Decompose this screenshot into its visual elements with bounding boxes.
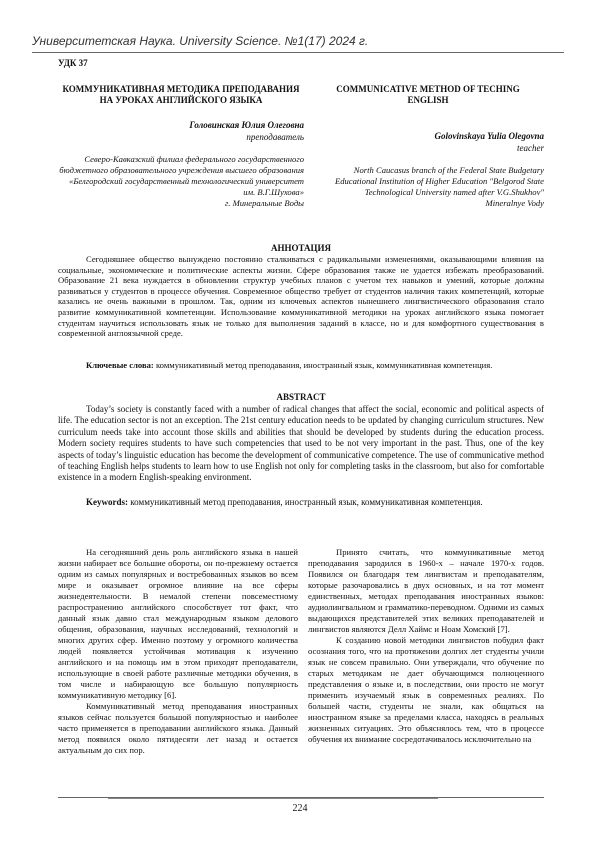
ru-author: Головинская Юлия Олеговна bbox=[189, 120, 304, 130]
body-left-column bbox=[58, 547, 298, 756]
body-paragraph: К созданию новой методики лингвистов побудил факт осознания того, что на протяжении долгих лет студенты учили язык не совсем правильно. Они утверждали, что обучение по старых методикам не дает обучающимся полноценного представления о языке и, в последствии, они просто не могут применить изучаемый язык в современных реалиях. По большей части, студенты не знали, как общаться на иностранном языке за пределами класса, находясь в реальных жизненных ситуациях. Это объяснялось тем, что в процессе обучения их внимание сосредотачивалось исключительно на bbox=[308, 635, 544, 744]
annotation-text bbox=[58, 254, 544, 339]
en-city: Mineralnye Vody bbox=[485, 198, 544, 208]
keywords-text-ru: коммуникативный метод преподавания, иностранный язык, коммуникативная компетенция. bbox=[153, 360, 493, 370]
keywords-text-en: коммуникативный метод преподавания, иностранный язык, коммуникативная компетенция. bbox=[128, 497, 483, 507]
body-right-column bbox=[308, 547, 544, 745]
ru-meta bbox=[58, 84, 304, 209]
ru-affiliation: Северо-Кавказский филиал федерального государственного бюджетного образовательного учреждения высшего образования «Белгородский государственный технологический университет им. В.Г.Шухова» bbox=[59, 154, 304, 197]
ru-position: преподаватель bbox=[246, 132, 304, 142]
body-paragraph: На сегодняшний день роль английского языка в нашей жизни набирает все большие обороты, он по-прежнему остается одним из самых популярных и востребованных языков во всем мире и оказывает огромное влияние на все сферы жизнедеятельности. В немалой степени повсеместному распространению английского способствует тот факт, что данный язык давно стал международным языком делового общения, образования, научных исследований, технологий и многих других сфер. Именно поэтому у огромного количества людей появляется устойчивая мотивация к изучению английского и на помощь им в этом приходят преподаватели, использующие в своей работе различные методики обучения, в том числе и набирающую все большую популярность коммуникативную методику [6]. bbox=[58, 547, 298, 700]
en-affiliation: North Caucasus branch of the Federal State Budgetary Educational Institution of Higher Education "Belgorod State Technological University named after V.G.Shukhov" bbox=[334, 165, 544, 197]
ru-title: КОММУНИКАТИВНАЯ МЕТОДИКА ПРЕПОДАВАНИЯ НА УРОКАХ АНГЛИЙСКОГО ЯЗЫКА bbox=[62, 84, 300, 105]
en-title: COMMUNICATIVE METHOD OF TECHING ENGLISH bbox=[336, 84, 520, 105]
footer-rule-inner bbox=[108, 798, 438, 799]
annotation-keywords bbox=[58, 360, 544, 371]
annotation-heading: АННОТАЦИЯ bbox=[270, 243, 332, 253]
page-number: 224 bbox=[292, 803, 308, 814]
abstract-heading: ABSTRACT bbox=[276, 392, 326, 402]
abstract-keywords bbox=[58, 497, 544, 508]
running-header: Университетская Наука. University Science. №1(17) 2024 г. bbox=[32, 34, 369, 48]
en-author: Golovinskaya Yulia Olegovna bbox=[434, 131, 544, 141]
keywords-label-ru: Ключевые слова: bbox=[86, 360, 154, 370]
en-meta bbox=[312, 84, 544, 209]
header-rule bbox=[32, 52, 564, 53]
keywords-label-en: Keywords: bbox=[86, 497, 128, 507]
body-paragraph: Коммуникативный метод преподавания иностранных языков сейчас пользуется большой популярностью и наиболее часто применяется в преподавании английского языка. Данный метод появился около пятидесяти лет назад и остается актуальным до сих пор. bbox=[58, 701, 298, 755]
abstract-text bbox=[58, 404, 544, 484]
ru-city: г. Минеральные Воды bbox=[225, 198, 304, 208]
body-paragraph: Принято считать, что коммуникативные метод преподавания зародился в 1960-х – начале 1970-х годов. Появился он благодаря тем лингвистам и преподавателям, которые разочаровались в двух основных, и на тот момент единственных, методах преподавания иностранных языков: аудиолингвальном и грамматико-переводном. Одними из самых выдающихся представителей этих великих преподавателей и лингвистов являются Делл Хаймс и Ноам Хомский [7]. bbox=[308, 547, 544, 634]
udk-code: УДК 37 bbox=[58, 58, 88, 68]
en-position: teacher bbox=[517, 143, 544, 153]
annotation-body: Сегодняшнее общество вынуждено постоянно сталкиваться с радикальными изменениями, оказывающими влияния на социальные, экономические и политические аспекты жизни. Сфере образования также не удается избежать преобразований. Образование 21 века нуждается в обновлении структур учебных планов с учетом тех навыков и умений, которые должны развиваться у студентов в процессе обучения. Современное общество требует от студентов наличия таких компетенций, которые казались не очень важными в прошлом. Так, одним из ключевых аспектов нынешнего лингвистического образования стало развитие коммуникативной компетенции. Использование коммуникативной методики на уроках английского языка помогает студентам научиться использовать язык не только для выполнения заданий в классе, но и для комфортного существования в современной англоязычной среде. bbox=[58, 254, 544, 339]
abstract-body: Today’s society is constantly faced with a number of radical changes that affect the social, economic and political aspects of life. The education sector is not an exception. The 21st century education needs to be updated by changing curriculum structures. New curriculum needs take into account those skills and abilities that should be developed by students during the education process. Modern society requires students to have such competencies that used to be not very important in the past. Thus, one of the key aspects of today’s linguistic education has become the development of communicative competence. The use of communicative method of teaching English helps students to learn how to use English not only for completing tasks in the classroom, but also for comfortable existence in a modern English-speaking environment. bbox=[58, 404, 544, 483]
